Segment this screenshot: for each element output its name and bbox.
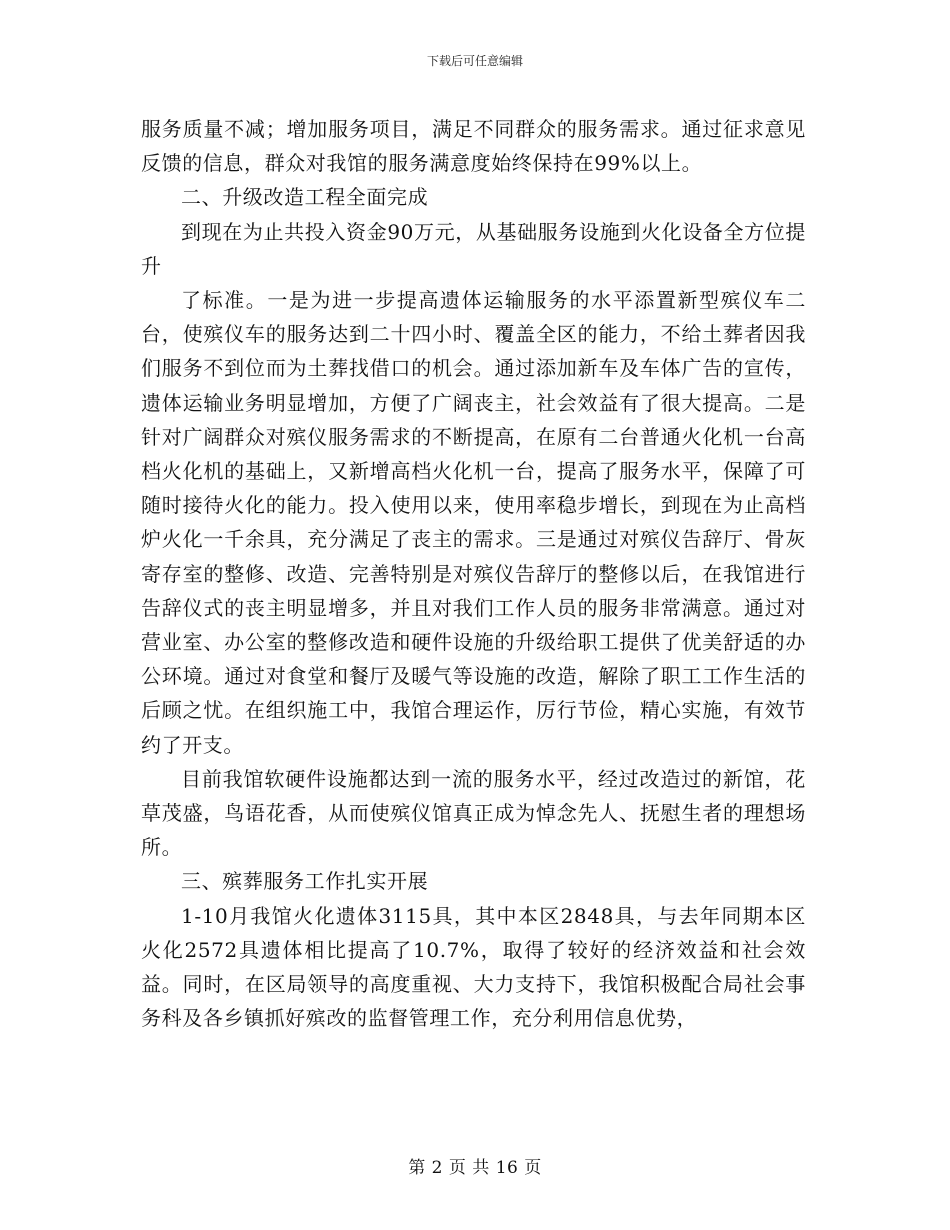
paragraph-cremation-stats: 1-10月我馆火化遗体3115具，其中本区2848具，与去年同期本区火化2572具遗体相比提高了10.7%，取得了较好的经济效益和社会效益。同时，在区局领导的高度重视、大力支持下，我馆积极配合局社会事务科及各乡镇抓好殡改的监督管理工作，充分利用信息优势， [141, 903, 806, 1031]
paragraph-investment: 到现在为止共投入资金90万元，从基础服务设施到火化设备全方位提升 [141, 219, 806, 278]
section-heading-funeral-service: 三、殡葬服务工作扎实开展 [181, 869, 429, 894]
paragraph-upgrade-details: 了标准。一是为进一步提高遗体运输服务的水平添置新型殡仪车二台，使殡仪车的服务达到二十四小时、覆盖全区的能力，不给土葬者因我们服务不到位而为土葬找借口的机会。通过添加新车及车体广告的宣传，遗体运输业务明显增加，方便了广阔丧主，社会效益有了很大提高。二是针对广阔群众对殡仪服务需求的不断提高，在原有二台普通火化机一台高档火化机的基础上，又新增高档火化机一台，提高了服务水平，保障了可随时接待火化的能力。投入使用以来，使用率稳步增长，到现在为止高档炉火化一千余具，充分满足了丧主的需求。三是通过对殡仪告辞厅、骨灰寄存室的整修、改造、完善特别是对殡仪告辞厅的整修以后，在我馆进行告辞仪式的丧主明显增多，并且对我们工作人员的服务非常满意。通过对营业室、办公室的整修改造和硬件设施的升级给职工提供了优美舒适的办公环境。通过对食堂和餐厅及暖气等设施的改造，解除了职工工作生活的后顾之忧。在组织施工中，我馆合理运作，厉行节俭，精心实施，有效节约了开支。 [141, 288, 806, 757]
document-body [141, 112, 806, 1035]
page-number-footer: 第 2 页 共 16 页 [408, 1158, 542, 1178]
header-note: 下载后可任意编辑 [426, 54, 523, 68]
section-heading-upgrade: 二、升级改造工程全面完成 [181, 185, 429, 210]
paragraph-service-quality: 服务质量不减；增加服务项目，满足不同群众的服务需求。通过征求意见反馈的信息，群众对我馆的服务满意度始终保持在99%以上。 [141, 117, 806, 176]
paragraph-facilities: 目前我馆软硬件设施都达到一流的服务水平，经过改造过的新馆，花草茂盛，鸟语花香，从而使殡仪馆真正成为悼念先人、抚慰生者的理想场所。 [141, 766, 806, 860]
